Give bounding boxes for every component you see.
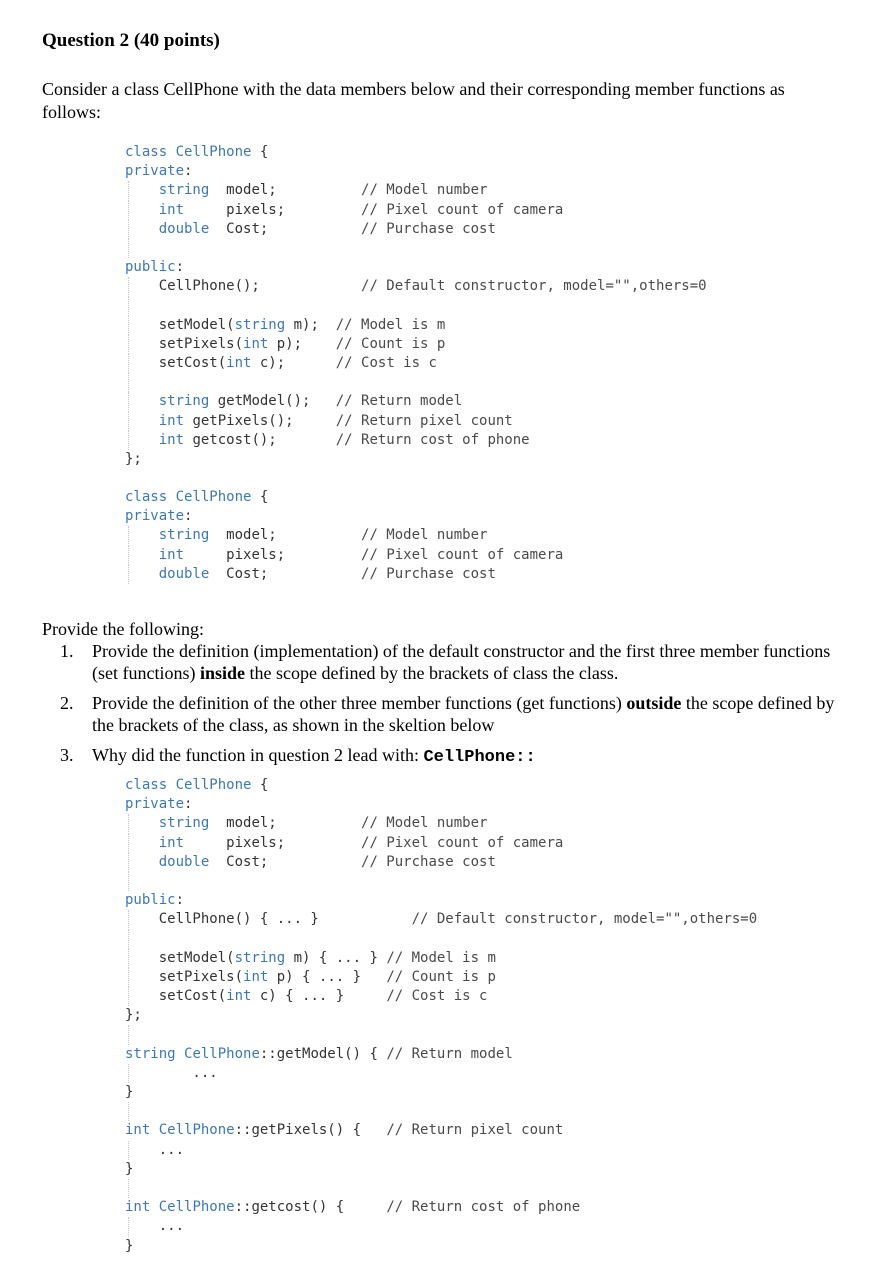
code-line: }	[125, 1237, 134, 1254]
instruction-number: 2.	[60, 693, 74, 713]
code-line: int pixels; // Pixel count of camera	[125, 834, 757, 853]
code-line: setCost(int c) { ... } // Cost is c	[125, 987, 757, 1006]
code-line: string getModel(); // Return model	[125, 392, 707, 411]
class-scope-code: CellPhone::	[423, 748, 536, 767]
code-line: ...	[125, 1141, 757, 1160]
code-line: ...	[125, 1064, 757, 1083]
code-line: string model; // Model number	[125, 181, 707, 200]
instruction-text: Provide the definition (implementation) of the default constructor and the first three member functions (set functions) inside the scope defined by the brackets of class the class.	[92, 641, 831, 683]
code-line	[125, 1179, 757, 1198]
code-line: }	[125, 1160, 134, 1177]
code-line: int pixels; // Pixel count of camera	[125, 201, 707, 220]
code-line: string model; // Model number	[125, 526, 563, 545]
code-line	[125, 930, 757, 949]
code-line: int CellPhone::getcost() { // Return cost of phone	[125, 1199, 581, 1216]
instruction-text: Provide the definition of the other three member functions (get functions) outside the scope defined by the brackets of the class, as shown in the skeltion below	[92, 693, 835, 735]
code-line	[125, 1102, 757, 1121]
code-line: private:	[125, 796, 193, 813]
question-intro: Consider a class CellPhone with the data members below and their corresponding member functions as follows:	[42, 79, 785, 122]
code-line: string CellPhone::getModel() { // Return model	[125, 1045, 513, 1062]
code-line: };	[125, 1007, 142, 1024]
code-line: setPixels(int p); // Count is p	[125, 335, 707, 354]
code-line: private:	[125, 163, 193, 180]
code-line: setModel(string m) { ... } // Model is m	[125, 949, 757, 968]
code-line: double Cost; // Purchase cost	[125, 853, 757, 872]
code-line: }	[125, 1084, 134, 1100]
code-line: setPixels(int p) { ... } // Count is p	[125, 968, 757, 987]
provide-heading: Provide the following:	[42, 619, 204, 639]
code-line: int pixels; // Pixel count of camera	[125, 546, 563, 565]
code-line	[125, 1025, 757, 1044]
code-line	[125, 239, 707, 258]
code-line: class CellPhone {	[125, 777, 269, 793]
code-line: class CellPhone {	[125, 144, 269, 160]
code-line: double Cost; // Purchase cost	[125, 220, 707, 239]
code-line: CellPhone(); // Default constructor, model="",others=0	[125, 277, 707, 296]
code-line: public:	[125, 892, 185, 909]
code-line: double Cost; // Purchase cost	[125, 565, 563, 584]
code-line: class CellPhone {	[125, 489, 269, 505]
instruction-text: Why did the function in question 2 lead with: CellPhone::	[92, 745, 536, 767]
code-line: private:	[125, 508, 193, 525]
instruction-item-2	[42, 692, 842, 738]
code-line: setModel(string m); // Model is m	[125, 316, 707, 335]
instruction-number: 1.	[60, 641, 74, 661]
code-line: int getPixels(); // Return pixel count	[125, 412, 707, 431]
code-line: public:	[125, 259, 185, 276]
code-line: };	[125, 451, 142, 467]
code-line	[125, 297, 707, 316]
code-line: int CellPhone::getPixels() { // Return pixel count	[125, 1122, 564, 1139]
code-line: CellPhone() { ... } // Default constructor, model="",others=0	[125, 910, 757, 929]
code-line: string model; // Model number	[125, 814, 757, 833]
instruction-item-3	[42, 744, 842, 768]
question-title: Question 2 (40 points)	[42, 30, 220, 51]
code-line	[125, 373, 707, 392]
instruction-item-1	[42, 640, 842, 686]
code-line: setCost(int c); // Cost is c	[125, 354, 707, 373]
code-line	[125, 872, 757, 891]
instruction-number: 3.	[60, 745, 74, 765]
code-line: int getcost(); // Return cost of phone	[125, 431, 707, 450]
code-block-skeleton	[125, 776, 757, 1256]
code-block-private-members	[125, 488, 563, 584]
code-block-class-definition	[125, 143, 707, 469]
code-line: ...	[125, 1217, 757, 1236]
